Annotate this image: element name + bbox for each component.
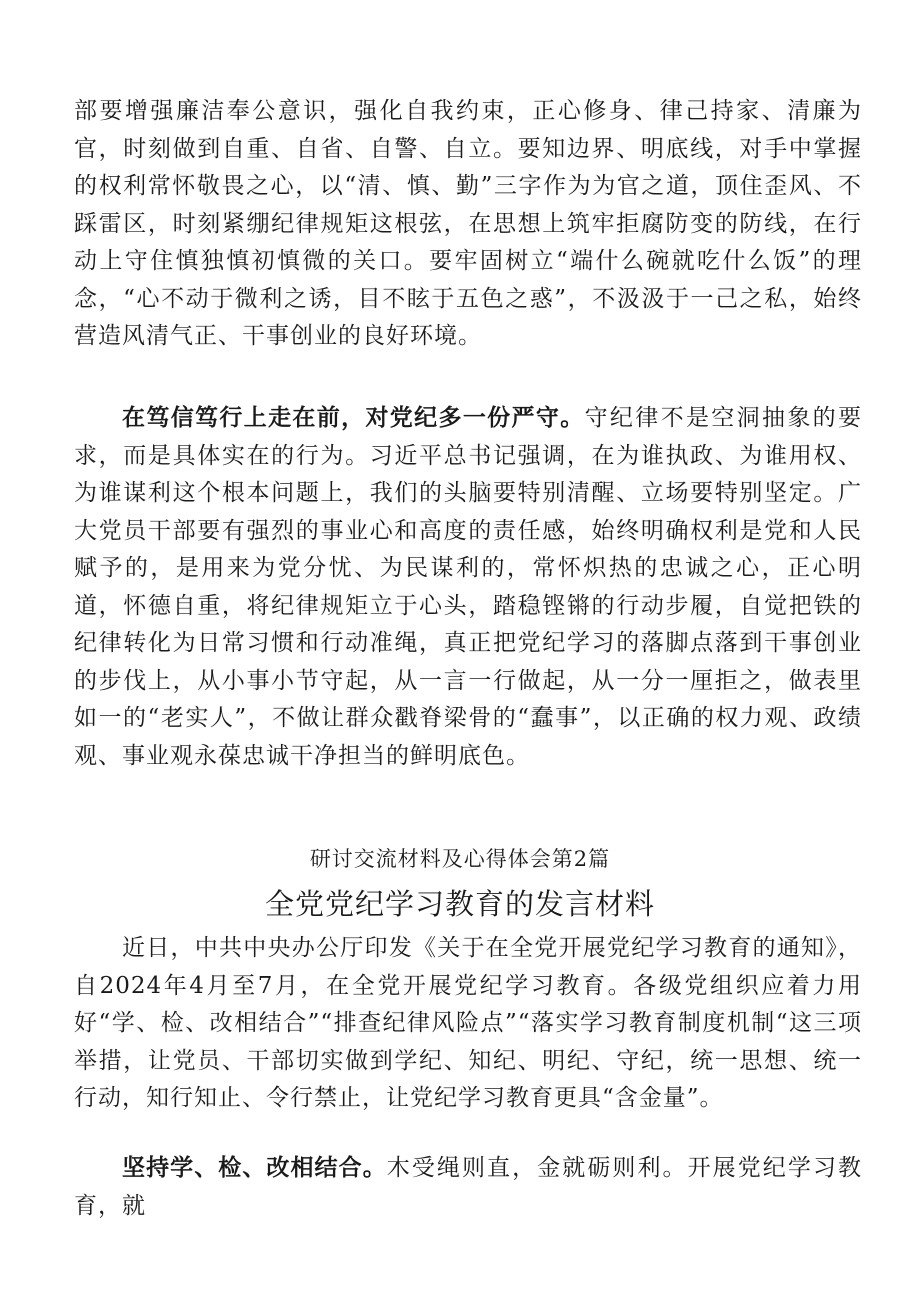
paragraph-integrity: 部要增强廉洁奉公意识，强化自我约束，正心修身、律己持家、清廉为官，时刻做到自重、自省、自警、自立。要知边界、明底线，对手中掌握的权利常怀敬畏之心，以“清、慎、勤”三字作为为官之道，顶住歪风、不踩雷区，时刻紧绷纪律规矩这根弦，在思想上筑牢拒腐防变的防线，在行动上守住慎独慎初慎微的关口。要牢固树立“端什么碗就吃什么饭”的理念，“心不动于微利之诱，目不眩于五色之惑”，不汲汲于一己之私，始终营造风清气正、干事创业的良好环境。 bbox=[74, 98, 862, 349]
paragraph-body-study: 木受绳则直，金就砺则利。开展党纪学习教育，就 bbox=[74, 1155, 863, 1219]
section-title: 全党党纪学习教育的发言材料 bbox=[264, 887, 655, 921]
paragraph-discipline bbox=[74, 400, 862, 775]
paragraph-study-check-correct bbox=[74, 1150, 862, 1225]
section-subtitle: 研讨交流材料及心得体会第2篇 bbox=[309, 847, 611, 871]
paragraph-lead-discipline: 在笃信笃行上走在前，对党纪多一份严守。 bbox=[122, 405, 585, 431]
paragraph-notice: 近日，中共中央办公厅印发《关于在全党开展党纪学习教育的通知》，自2024年4月至7月，在全党开展党纪学习教育。各级党组织应着力用好“学、检、改相结合”“排查纪律风险点”“落实学习教育制度机制“这三项举措，让党员、干部切实做到学纪、知纪、明纪、守纪，统一思想、统一行动，知行知止、令行禁止，让党纪学习教育更具“含金量”。 bbox=[74, 935, 862, 1111]
paragraph-body-discipline: 守纪律不是空洞抽象的要求，而是具体实在的行为。习近平总书记强调，在为谁执政、为谁用权、为谁谋利这个根本问题上，我们的头脑要特别清醒、立场要特别坚定。广大党员干部要有强烈的事业心和高度的责任感，始终明确权利是党和人民赋予的，是用来为党分忧、为民谋利的，常怀炽热的忠诚之心，正心明道，怀德自重，将纪律规矩立于心头，踏稳铿锵的行动步履，自觉把铁的纪律转化为日常习惯和行动准绳，真正把党纪学习的落脚点落到干事创业的步伐上，从小事小节守起，从一言一行做起，从一分一厘拒之，做表里如一的“老实人”，不做让群众戳脊梁骨的“蠢事”，以正确的权力观、政绩观、事业观永葆忠诚干净担当的鲜明底色。 bbox=[74, 405, 863, 769]
paragraph-lead-study: 坚持学、检、改相结合。 bbox=[122, 1155, 387, 1181]
